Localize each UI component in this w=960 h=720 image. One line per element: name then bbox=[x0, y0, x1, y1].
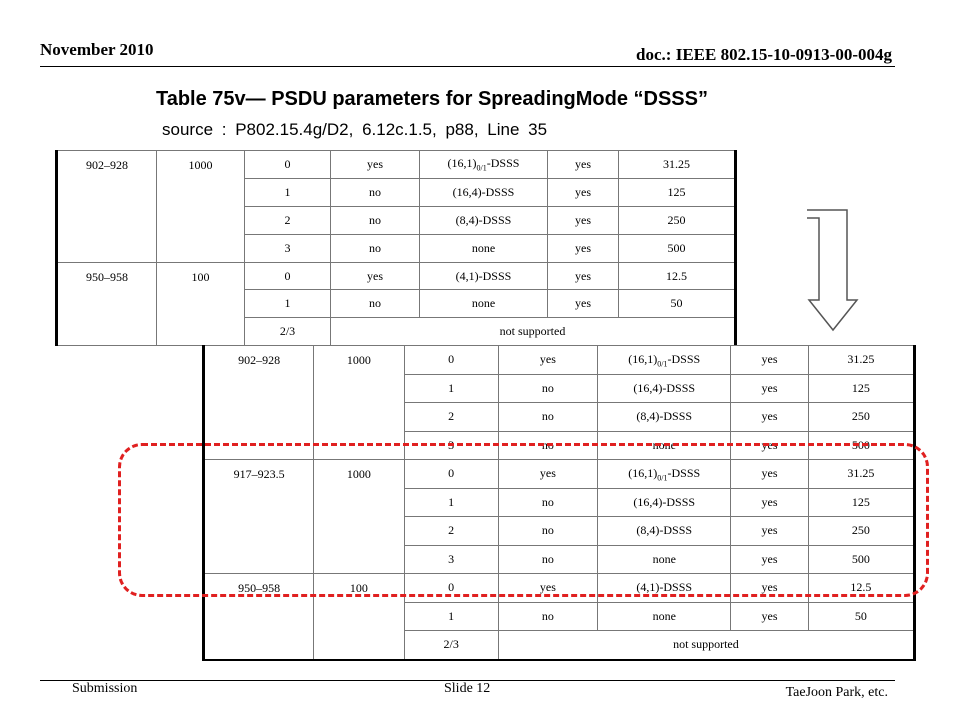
not-supported-cell: not supported bbox=[498, 631, 914, 660]
mode-cell: 0 bbox=[245, 151, 331, 179]
code-suffix: -DSSS bbox=[667, 351, 701, 366]
interleave-cell: yes bbox=[548, 290, 619, 318]
psdu-table-original-body bbox=[57, 151, 736, 346]
code-suffix: -DSSS bbox=[486, 156, 520, 171]
psdu-table-proposed-body bbox=[204, 346, 915, 660]
mode-cell: 3 bbox=[404, 545, 498, 574]
band-cell: 902–928 bbox=[57, 151, 157, 263]
code-cell bbox=[598, 460, 731, 489]
pn-cell: no bbox=[498, 545, 597, 574]
pn-cell: yes bbox=[331, 262, 420, 290]
pn-cell: no bbox=[331, 290, 420, 318]
source-reference: source : P802.15.4g/D2, 6.12c.1.5, p88, Line 35 bbox=[162, 120, 548, 139]
mode-cell: 0 bbox=[404, 574, 498, 603]
code-cell: none bbox=[420, 234, 548, 262]
code-cell bbox=[598, 346, 731, 375]
interleave-cell: yes bbox=[731, 574, 808, 603]
data-rate-cell: 125 bbox=[808, 488, 914, 517]
header-doc-id: doc.: IEEE 802.15-10-0913-00-004g bbox=[636, 45, 892, 64]
data-rate-cell: 500 bbox=[808, 545, 914, 574]
data-rate-cell: 31.25 bbox=[808, 460, 914, 489]
data-rate-cell: 125 bbox=[619, 178, 736, 206]
chip-rate-cell: 1000 bbox=[157, 151, 245, 263]
mode-cell: 2 bbox=[404, 517, 498, 546]
code-subscript: 0/1 bbox=[476, 163, 487, 173]
mode-cell: 3 bbox=[245, 234, 331, 262]
interleave-cell: yes bbox=[731, 346, 808, 375]
mode-cell: 2 bbox=[245, 206, 331, 234]
data-rate-cell: 250 bbox=[619, 206, 736, 234]
header-divider bbox=[40, 66, 895, 67]
code-suffix: -DSSS bbox=[667, 465, 701, 480]
slide-title: Table 75v— PSDU parameters for SpreadingMode “DSSS” bbox=[155, 88, 708, 110]
header-date: November 2010 bbox=[40, 40, 154, 59]
pn-cell: no bbox=[498, 488, 597, 517]
table-row bbox=[204, 346, 915, 375]
interleave-cell: yes bbox=[731, 602, 808, 631]
mode-cell: 3 bbox=[404, 431, 498, 460]
mode-cell: 0 bbox=[404, 346, 498, 375]
interleave-cell: yes bbox=[548, 206, 619, 234]
data-rate-cell: 12.5 bbox=[619, 262, 736, 290]
mode-cell: 2/3 bbox=[245, 318, 331, 346]
interleave-cell: yes bbox=[731, 517, 808, 546]
band-cell: 950–958 bbox=[57, 262, 157, 346]
pn-cell: no bbox=[498, 374, 597, 403]
interleave-cell: yes bbox=[731, 545, 808, 574]
interleave-cell: yes bbox=[731, 374, 808, 403]
code-cell: (4,1)-DSSS bbox=[420, 262, 548, 290]
psdu-table-original bbox=[55, 150, 737, 346]
code-cell: (16,4)-DSSS bbox=[420, 178, 548, 206]
code-cell: none bbox=[598, 545, 731, 574]
mode-cell: 1 bbox=[245, 290, 331, 318]
chip-rate-cell: 1000 bbox=[314, 346, 404, 460]
pn-cell: yes bbox=[498, 574, 597, 603]
pn-cell: no bbox=[498, 602, 597, 631]
chip-rate-cell: 1000 bbox=[314, 460, 404, 574]
code-cell: (16,4)-DSSS bbox=[598, 374, 731, 403]
code-cell: (8,4)-DSSS bbox=[420, 206, 548, 234]
footer-submission: Submission bbox=[72, 681, 138, 696]
code-cell: (8,4)-DSSS bbox=[598, 517, 731, 546]
code-cell: (8,4)-DSSS bbox=[598, 403, 731, 432]
code-cell bbox=[420, 151, 548, 179]
code-subscript: 0/1 bbox=[657, 358, 668, 368]
pn-cell: yes bbox=[498, 346, 597, 375]
pn-cell: no bbox=[331, 234, 420, 262]
table-row bbox=[57, 151, 736, 179]
pn-cell: no bbox=[498, 403, 597, 432]
table-row bbox=[204, 574, 915, 603]
mode-cell: 2/3 bbox=[404, 631, 498, 660]
band-cell: 902–928 bbox=[204, 346, 314, 460]
pn-cell: no bbox=[331, 206, 420, 234]
pn-cell: yes bbox=[498, 460, 597, 489]
data-rate-cell: 500 bbox=[808, 431, 914, 460]
band-cell: 917–923.5 bbox=[204, 460, 314, 574]
data-rate-cell: 125 bbox=[808, 374, 914, 403]
code-cell: none bbox=[420, 290, 548, 318]
interleave-cell: yes bbox=[731, 431, 808, 460]
code-cell: (16,4)-DSSS bbox=[598, 488, 731, 517]
data-rate-cell: 31.25 bbox=[808, 346, 914, 375]
code-text: (16,1) bbox=[628, 465, 658, 480]
interleave-cell: yes bbox=[731, 488, 808, 517]
code-text: (16,1) bbox=[447, 156, 477, 171]
footer-author: TaeJoon Park, etc. bbox=[785, 685, 888, 700]
mode-cell: 1 bbox=[245, 178, 331, 206]
band-cell: 950–958 bbox=[204, 574, 314, 660]
data-rate-cell: 50 bbox=[808, 602, 914, 631]
code-subscript: 0/1 bbox=[657, 472, 668, 482]
interleave-cell: yes bbox=[731, 460, 808, 489]
code-cell: none bbox=[598, 431, 731, 460]
interleave-cell: yes bbox=[548, 151, 619, 179]
pn-cell: no bbox=[331, 178, 420, 206]
pn-cell: yes bbox=[331, 151, 420, 179]
pn-cell: no bbox=[498, 517, 597, 546]
psdu-table-proposed bbox=[202, 345, 916, 661]
data-rate-cell: 500 bbox=[619, 234, 736, 262]
data-rate-cell: 31.25 bbox=[619, 151, 736, 179]
chip-rate-cell: 100 bbox=[157, 262, 245, 346]
mode-cell: 0 bbox=[404, 460, 498, 489]
footer-slide-number: Slide 12 bbox=[444, 681, 491, 696]
interleave-cell: yes bbox=[548, 234, 619, 262]
interleave-cell: yes bbox=[548, 178, 619, 206]
mode-cell: 1 bbox=[404, 488, 498, 517]
code-cell: (4,1)-DSSS bbox=[598, 574, 731, 603]
chip-rate-cell: 100 bbox=[314, 574, 404, 660]
interleave-cell: yes bbox=[731, 403, 808, 432]
data-rate-cell: 50 bbox=[619, 290, 736, 318]
mode-cell: 0 bbox=[245, 262, 331, 290]
not-supported-cell: not supported bbox=[331, 318, 736, 346]
data-rate-cell: 12.5 bbox=[808, 574, 914, 603]
mode-cell: 1 bbox=[404, 374, 498, 403]
code-cell: none bbox=[598, 602, 731, 631]
pn-cell: no bbox=[498, 431, 597, 460]
data-rate-cell: 250 bbox=[808, 403, 914, 432]
down-arrow-icon bbox=[807, 208, 859, 332]
mode-cell: 1 bbox=[404, 602, 498, 631]
mode-cell: 2 bbox=[404, 403, 498, 432]
interleave-cell: yes bbox=[548, 262, 619, 290]
code-text: (16,1) bbox=[628, 351, 658, 366]
table-row bbox=[57, 262, 736, 290]
data-rate-cell: 250 bbox=[808, 517, 914, 546]
table-row bbox=[204, 460, 915, 489]
